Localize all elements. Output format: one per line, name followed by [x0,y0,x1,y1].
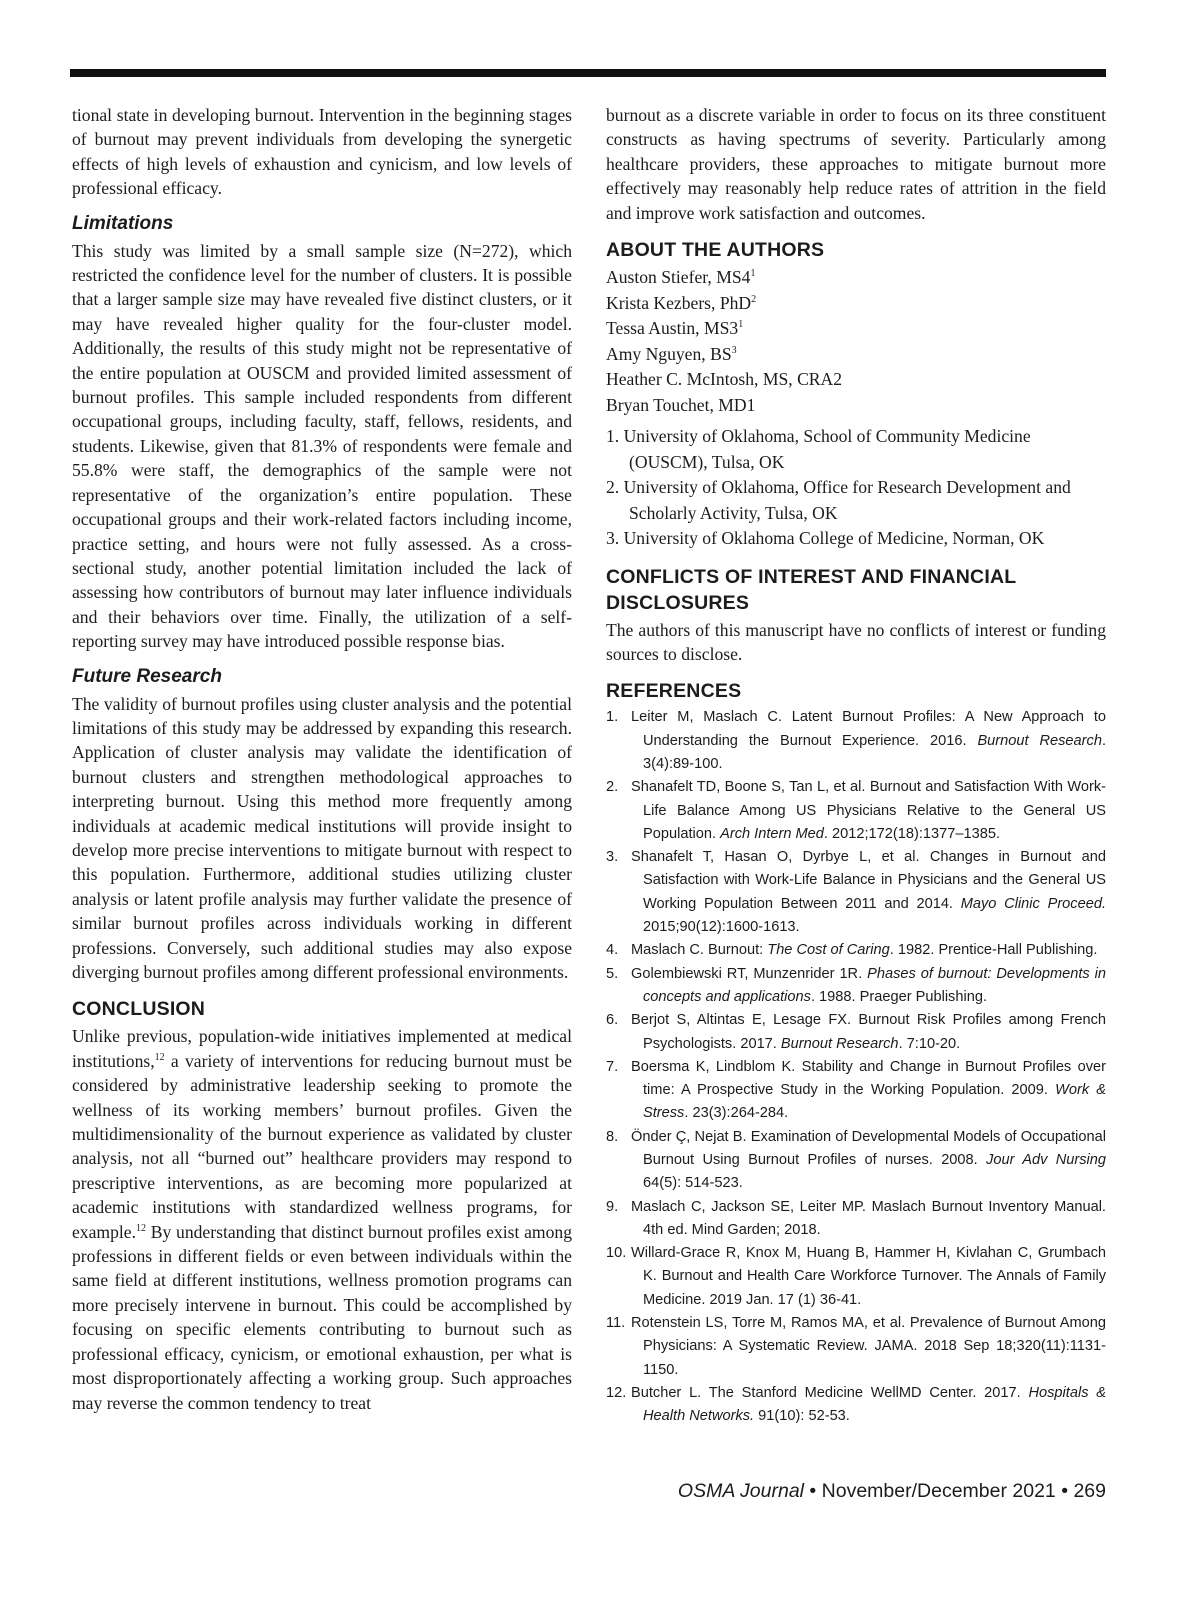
page-footer [678,1480,1106,1503]
header-rule [70,69,1106,77]
reference-tail: 2015;90(12):1600-1613. [643,919,800,936]
journal-name: OSMA Journal [677,1480,804,1502]
conclusion-text-a: Unlike previous, population-wide initiatives implemented at medical institutions, [72,1026,572,1071]
reference-journal: Burnout Research [977,732,1102,749]
reference-text: Maslach C. Burnout: [631,942,768,959]
reference-journal: Burnout Research [780,1035,899,1052]
reference-journal: Jour Adv Nursing [986,1151,1106,1168]
reference-number: 8. [606,1128,619,1145]
author-name: Bryan Touchet, MD1 [606,394,756,415]
continuation-paragraph: burnout as a discrete variable in order to focus on its three constituent constructs as having spectrums of severity. Particularly among healthcare providers, these approaches to mitigate burnout more effectively may reasonably help reduce rates of attrition in the field and improve work satisfaction and outcomes. [606,105,1106,223]
reference-number: 11. [606,1315,626,1332]
reference-number: 6. [606,1012,619,1029]
reference-number: 1. [606,709,619,726]
reference-tail: . 3(4):89-100. [643,732,1106,772]
reference-text: Shanafelt TD, Boone S, Tan L, et al. Burnout and Satisfaction With Work-Life Balance Among US Physicians Relative to the General US Population. [631,779,1106,842]
conflicts-paragraph: The authors of this manuscript have no conflicts of interest or funding sources to disclose. [606,619,1106,664]
reference-journal: Mayo Clinic Proceed. [960,895,1106,912]
reference-journal: Arch Intern Med [720,825,824,842]
author-affiliation-sup: 1 [738,319,744,331]
limitations-heading: Limitations [72,212,174,234]
affiliation-item: 3. University of Oklahoma College of Medicine, Norman, OK [606,528,1045,549]
reference-list [606,706,1106,1428]
reference-tail: . 23(3):264-284. [684,1105,789,1122]
future-research-heading: Future Research [72,665,222,687]
reference-item [606,1009,1106,1056]
reference-journal: Phases of burnout: Developments in concepts and applications [643,965,1106,1005]
reference-tail: 64(5): 514-523. [643,1175,743,1192]
reference-tail: . 7:10-20. [898,1035,961,1052]
conclusion-paragraph [72,1024,572,1415]
affiliation-item: 1. University of Oklahoma, School of Community Medicine (OUSCM), Tulsa, OK [606,426,1031,472]
reference-number: 3. [606,849,619,866]
author-entry [606,316,1106,342]
reference-text: Willard-Grace R, Knox M, Huang B, Hammer H, Kivlahan C, Grumbach K. Burnout and Health Care Workforce Turnover. The Annals of Family Medicine. 2019 Jan. 17 (1) 36-41. [631,1245,1106,1308]
citation-superscript: 12 [154,1051,165,1063]
citation-superscript: 12 [136,1222,146,1234]
reference-text: Maslach C, Jackson SE, Leiter MP. Maslach Burnout Inventory Manual. 4th ed. Mind Garden; 2018. [631,1198,1106,1238]
right-column [606,103,1106,1429]
reference-journal: Work & Stress [643,1082,1106,1122]
issue-date: • November/December 2021 • [804,1480,1074,1502]
reference-item [606,706,1106,776]
reference-text: Rotenstein LS, Torre M, Ramos MA, et al. Prevalence of Burnout Among Physicians: A Systematic Review. JAMA. 2018 Sep 18;320(11):1131-1150. [631,1315,1106,1378]
conclusion-text-c: By understanding that distinct burnout profiles exist among professions in different fields or even between individuals within the same field at different institutions, wellness promotion programs can more precisely intervene in burnout. This could be accomplished by focusing on specific elements contributing to burnout such as professional efficacy, cynicism, or emotional exhaustion, per what is most disproportionately affecting a working group. Such approaches may reverse the common tendency to treat [72,1221,572,1413]
author-name: Tessa Austin, MS3 [606,318,739,339]
conflicts-heading-line-1: CONFLICTS OF INTEREST AND FINANCIAL [606,565,1017,588]
page-number: 269 [1073,1480,1106,1502]
reference-tail: . 1982. Prentice-Hall Publishing. [889,942,1098,959]
reference-item [606,963,1106,1010]
reference-item [606,846,1106,939]
reference-item [606,1196,1106,1243]
intro-paragraph: tional state in developing burnout. Intervention in the beginning stages of burnout may prevent individuals from developing the synergetic effects of high levels of exhaustion and cynicism, and low levels of professional efficacy. [72,105,572,199]
future-research-paragraph: The validity of burnout profiles using cluster analysis and the potential limitations of this study may be addressed by expanding this research. Application of cluster analysis may validate the identification of burnout clusters and strengthen methodological approaches to interpreting burnout. Using this method more frequently among individuals at academic medical institutions will provide insight to develop more precise interventions to mitigate burnout with respect to this population. Furthermore, additional studies utilizing cluster analysis or latent profile analysis may further validate the presence of similar burnout profiles across individuals working in different professions. Conversely, such additional studies may also expose diverging burnout profiles among different professional environments. [72,693,572,982]
reference-journal: Hospitals & Health Networks. [643,1384,1106,1425]
reference-number: 2. [606,779,619,796]
reference-item [606,939,1106,962]
author-entry [606,265,1106,291]
reference-tail: . 2012;172(18):1377–1385. [823,825,1001,842]
reference-text: Berjot S, Altintas E, Lesage FX. Burnout Risk Profiles among French Psychologists. 2017. [631,1012,1106,1052]
reference-number: 10. [606,1245,627,1262]
reference-number: 12. [606,1384,627,1401]
reference-item [606,1242,1106,1312]
author-affiliation-sup: 1 [750,268,756,280]
reference-item [606,1126,1106,1196]
reference-journal: The Cost of Caring [767,942,890,959]
reference-number: 4. [606,942,619,959]
reference-number: 7. [606,1058,619,1075]
reference-text: Golembiewski RT, Munzenrider 1R. [631,965,868,982]
reference-number: 5. [606,965,619,982]
reference-item [606,1382,1106,1429]
author-name: Auston Stiefer, MS4 [606,267,751,288]
references-heading: REFERENCES [606,680,742,703]
author-entry [606,342,1106,368]
author-entry [606,367,1106,393]
reference-text: Shanafelt T, Hasan O, Dyrbye L, et al. Changes in Burnout and Satisfaction with Work-Life Balance in Physicians and the General US Working Population Between 2011 and 2014. [631,849,1106,912]
about-authors-heading: ABOUT THE AUTHORS [606,239,825,262]
reference-text: Önder Ç, Nejat B. Examination of Developmental Models of Occupational Burnout Using Burnout Profiles of nurses. 2008. [631,1128,1106,1168]
reference-number: 9. [606,1198,619,1215]
reference-item [606,776,1106,846]
affiliation-list [606,424,1106,552]
limitations-paragraph: This study was limited by a small sample size (N=272), which restricted the confidence level for the number of clusters. It is possible that a larger sample size may have revealed five distinct clusters, or it may have revealed higher quality for the four-cluster model. Additionally, the results of this study might not be representative of the entire population at OUSCM and provided limited assessment of burnout profiles. This sample included respondents from different occupational groups, including faculty, staff, fellows, residents, and students. Likewise, given that 81.3% of respondents were female and 55.8% were staff, the demographics of the sample were not representative of the organization’s entire population. These occupational groups and their work-related factors including income, practice setting, and hours were not fully assessed. As a cross-sectional study, another potential limitation included the lack of assessing how contributors of burnout may later influence individuals and their behaviors over time. Finally, the utilization of a self-reporting survey may have introduced possible response bias. [72,240,572,652]
conflicts-heading [606,564,1106,616]
affiliation-item: 2. University of Oklahoma, Office for Research Development and Scholarly Activity, Tulsa, OK [606,477,1071,523]
conflicts-heading-line-2: DISCLOSURES [606,591,750,614]
author-affiliation-sup: 3 [731,344,737,356]
left-column [72,103,572,1415]
reference-text: Leiter M, Maslach C. Latent Burnout Profiles: A New Approach to Understanding the Burnout Experience. 2016. [631,709,1106,749]
reference-text: Butcher L. The Stanford Medicine WellMD Center. 2017. [631,1384,1029,1401]
reference-item [606,1312,1106,1382]
author-name: Amy Nguyen, BS [606,343,732,364]
author-name: Heather C. McIntosh, MS, CRA2 [606,369,843,390]
reference-text: Boersma K, Lindblom K. Stability and Change in Burnout Profiles over time: A Prospective Study in the Working Population. 2009. [631,1058,1106,1099]
reference-item [606,1056,1106,1126]
conclusion-heading: CONCLUSION [72,998,206,1021]
author-entry [606,393,1106,419]
author-list [606,265,1106,418]
conclusion-text-b: a variety of interventions for reducing burnout must be considered by administrative leadership seeking to promote the wellness of its working members’ burnout profiles. Given the multidimensionality of the burnout experience as validated by cluster analysis, not all “burned out” healthcare providers may respond to prescriptive interventions, as are becoming more popularized at academic institutions with standardized wellness programs, for example. [72,1050,572,1242]
reference-tail: . 1988. Praeger Publishing. [810,988,988,1005]
author-name: Krista Kezbers, PhD [606,292,752,313]
reference-tail: 91(10): 52-53. [754,1408,850,1425]
author-entry [606,291,1106,317]
author-affiliation-sup: 2 [751,293,757,305]
